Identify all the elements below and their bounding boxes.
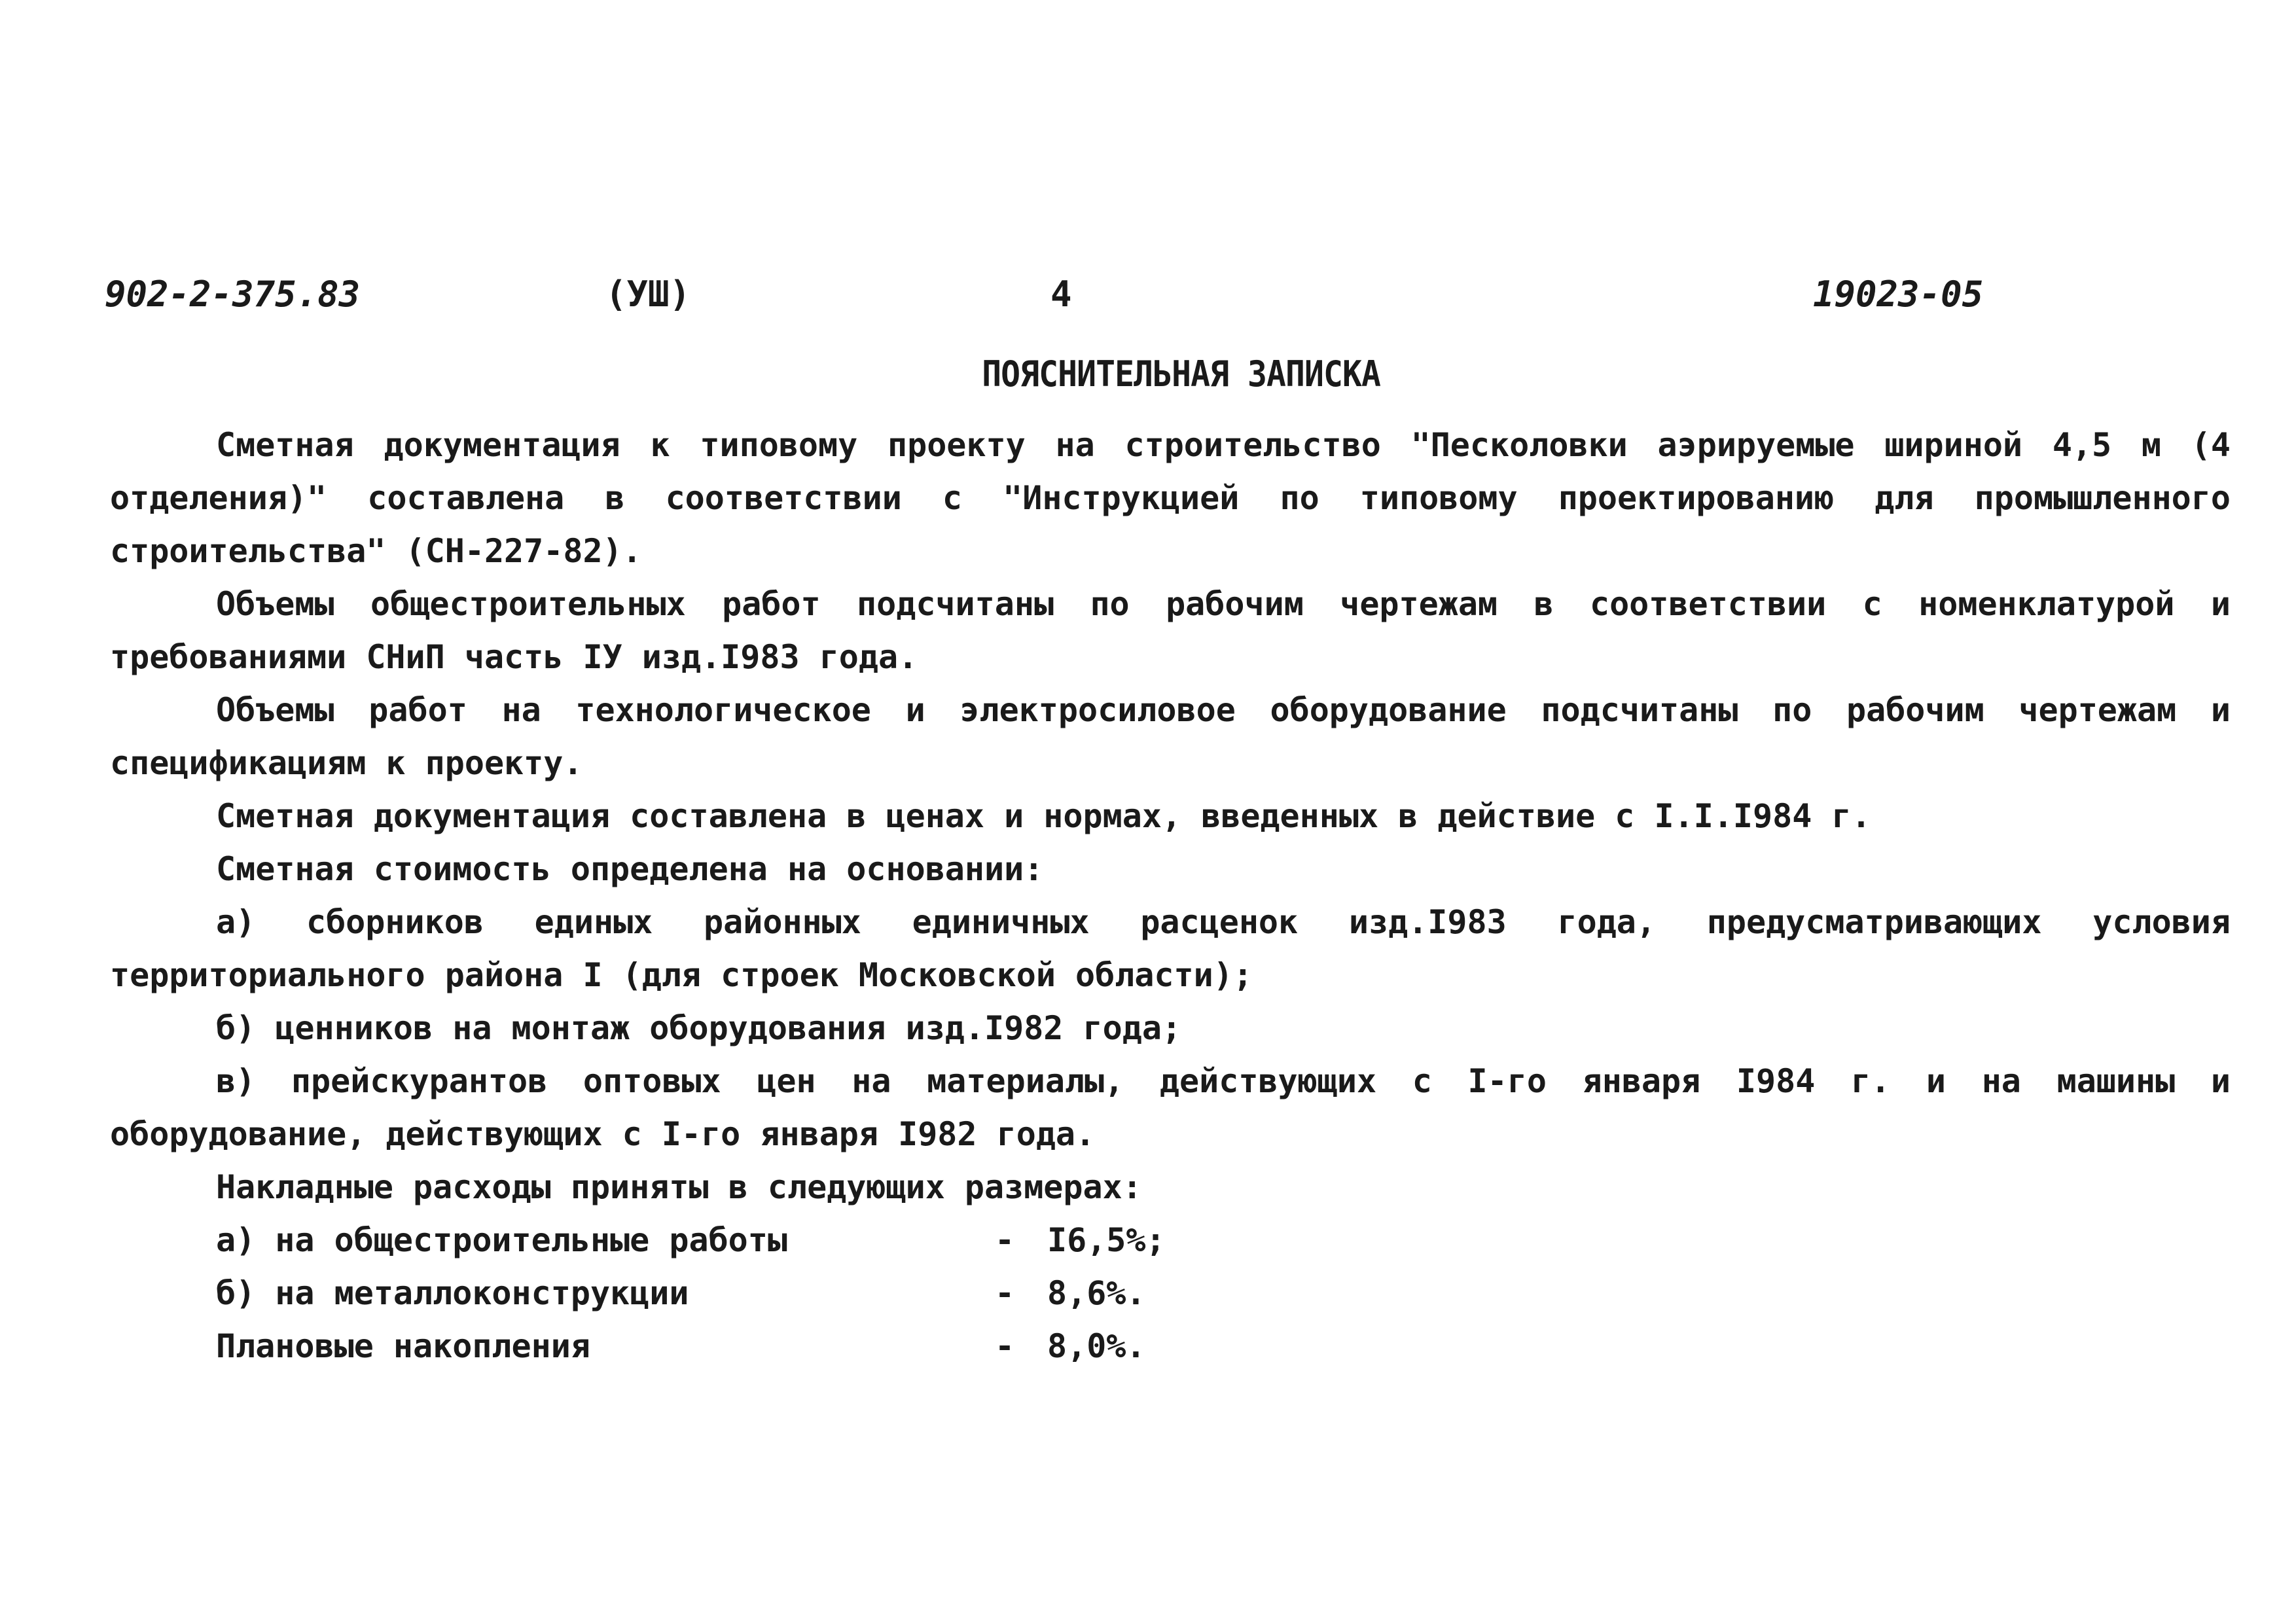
basis-item-a: а) сборников единых районных единичных расценок изд.I983 года, предусматривающих условия территориального района I (для строек Московской области);	[110, 903, 2231, 994]
paragraph-construction-volumes: Объемы общестроительных работ подсчитаны по рабочим чертежам в соответствии с номенклатурой и требованиями СНиП часть IУ изд.I983 года.	[110, 585, 2231, 676]
rate-row-general	[110, 1214, 2231, 1267]
paragraph-overhead-intro: Накладные расходы приняты в следующих размерах:	[216, 1168, 1142, 1206]
paragraph-prices: Сметная документация составлена в ценах и нормах, введенных в действие с I.I.I984 г.	[216, 797, 1871, 835]
rate-dash: -	[995, 1327, 1015, 1365]
rate-value: 8,0%.	[1047, 1327, 1146, 1365]
rate-value: 8,6%.	[1047, 1274, 1146, 1312]
rate-dash: -	[995, 1274, 1015, 1312]
basis-item-c: в) прейскурантов оптовых цен на материалы, действующих с I-го января I984 г. и на машины и оборудование, действующих с I-го января I982 года.	[110, 1062, 2231, 1153]
section-number: (УШ)	[605, 274, 691, 315]
page-number: 4	[1050, 274, 1072, 315]
document-number: 19023-05	[1813, 274, 1984, 315]
rate-row-planned	[110, 1320, 2231, 1373]
paragraph-intro: Сметная документация к типовому проекту на строительство "Песколовки аэрируемые шириной 4,5 м (4 отделения)" составлена в соответствии с "Инструкцией по типовому проектированию для промышленного строительства" (СН-227-82).	[110, 426, 2231, 570]
rate-label: б) на металлоконструкции	[216, 1274, 689, 1312]
paragraph-basis-intro: Сметная стоимость определена на основании:	[216, 850, 1044, 888]
rate-label: а) на общестроительные работы	[216, 1221, 787, 1259]
project-code: 902-2-375.83	[105, 274, 361, 315]
page-header	[0, 274, 2296, 326]
rate-row-metal	[110, 1267, 2231, 1320]
rate-dash: -	[995, 1221, 1015, 1259]
document-title: ПОЯСНИТЕЛЬНАЯ ЗАПИСКА	[982, 353, 1380, 395]
basis-item-b: б) ценников на монтаж оборудования изд.I982 года;	[216, 1009, 1182, 1047]
rate-label: Плановые накопления	[216, 1327, 590, 1365]
document-body	[110, 419, 2231, 1373]
paragraph-equipment-volumes: Объемы работ на технологическое и электросиловое оборудование подсчитаны по рабочим чертежам и спецификациям к проекту.	[110, 691, 2231, 782]
rate-value: I6,5%;	[1047, 1221, 1166, 1259]
